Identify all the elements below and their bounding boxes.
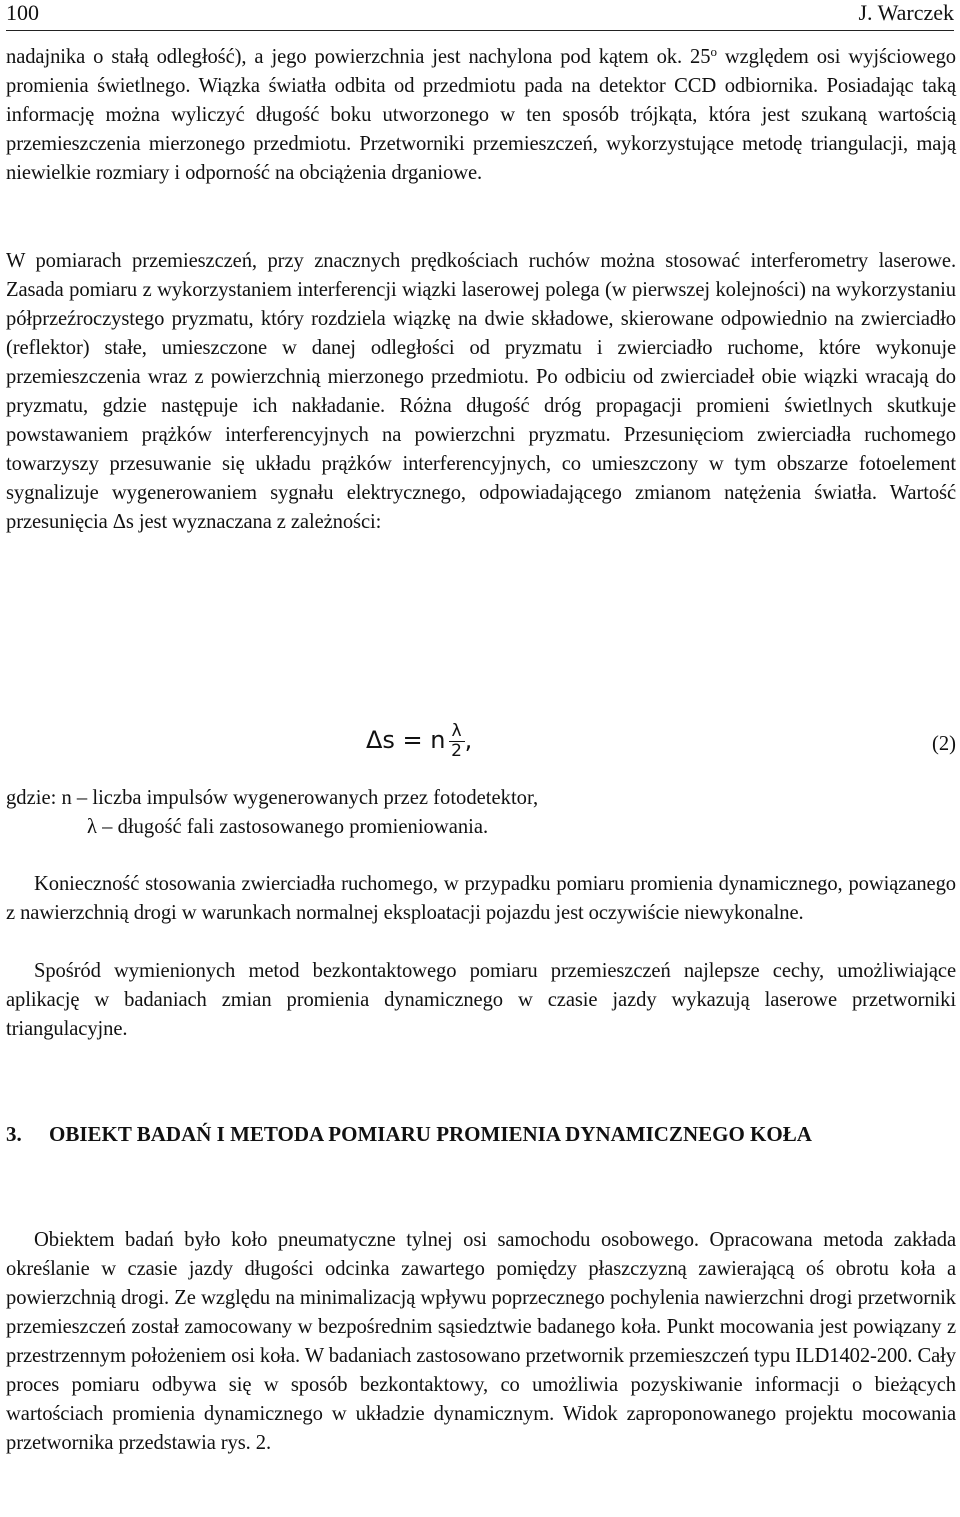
page-number: 100 xyxy=(6,0,39,25)
page-header xyxy=(6,0,954,31)
equation-2 xyxy=(366,720,472,761)
paragraph-methods: Spośród wymienionych metod bezkontaktowego pomiaru przemieszczeń najlepsze cechy, umożliwiające aplikację w badaniach zmian promienia dynamicznego w czasie jazdy wykazują laserowe przetworniki triangulacyjne. xyxy=(6,960,956,1040)
equation-comma: , xyxy=(464,726,473,754)
running-author: J. Warczek xyxy=(858,0,954,25)
paragraph-interferometry xyxy=(6,247,956,537)
section-title: OBIEKT BADAŃ I METODA POMIARU PROMIENIA DYNAMICZNEGO KOŁA xyxy=(49,1122,812,1146)
delta-s-symbol: Δs xyxy=(112,511,134,533)
paragraph-text: nadajnika o stałą odległość), a jego powierzchnia jest nachylona pod kątem ok. 25 xyxy=(6,46,711,68)
equation-number: (2) xyxy=(931,733,956,755)
paragraph-mirror: Konieczność stosowania zwierciadła ruchomego, w przypadku pomiaru promienia dynamicznego, powiązanego z nawierzchnią drogi w warunkach normalnej eksploatacji pojazdu jest oczywiście niewykonalne. xyxy=(6,873,956,924)
paragraph-object: Obiektem badań było koło pneumatyczne tylnej osi samochodu osobowego. Opracowana metoda zakłada określanie w czasie jazdy długości odcinka zawartego pomiędzy płaszczyzną zawierającą oś obrotu koła a powierzchnią drogi. Ze względu na minimalizacją wpływu poprzecznego pochylenia nawierzchni drogi przetwornik przemieszczeń został zamocowany w bezpośrednim sąsiedztwie badanego koła. Punkt mocowania jest powiązany z przestrzennym położeniem osi koła. W badaniach zastosowano przetwornik przemieszczeń typu ILD1402-200. Cały proces pomiaru odbywa się w sposób bezkontaktowy, co umożliwia pozyskiwanie informacji o bieżących wartościach promienia dynamicznego w układzie dynamicznym. Widok zaproponowanego projektu mocowania przetwornika przedstawia rys. 2. xyxy=(6,1229,956,1454)
legend-line-lambda: λ – długość fali zastosowanego promieniowania. xyxy=(87,816,489,838)
paragraph-text: W pomiarach przemieszczeń, przy znacznych prędkościach ruchów można stosować interferometry laserowe. Zasada pomiaru z wykorzystaniem interferencji wiązki laserowej polega (w pierwszej kolejności) na wykorzystaniu półprzeźroczystego pryzmatu, który rozdziela wiązkę na dwie składowe, skierowane odpowiednio na zwierciadło (reflektor) stałe, umieszczone w danej odległości od pryzmatu i zwierciadło ruchome, które wykonuje przemieszczenia wraz z powierzchnią mierzonego przedmiotu. Po odbiciu od zwierciadeł obie wiązki wracają do pryzmatu, gdzie następuje ich nakładanie. Różna długość dróg propagacji promieni świetlnych skutkuje powstawaniem prążków interferencyjnych na powierzchni pryzmatu. Przesunięciom zwierciadła ruchomego towarzyszy przesuwanie się układu prążków interferencyjnych, co umieszczony w tym obszarze fotoelement sygnalizuje wygenerowaniem sygnału elektrycznego, odpowiadającego zmianom natężenia światła. Wartość przesunięcia xyxy=(6,250,956,533)
paragraph-text: jest wyznaczana z zależności: xyxy=(133,511,382,533)
degree-superscript: o xyxy=(710,44,717,59)
legend-line-n: gdzie: n – liczba impulsów wygenerowanych przez fotodetektor, xyxy=(6,787,539,809)
equation-fraction xyxy=(449,722,465,761)
equation-lhs: Δs = n xyxy=(366,726,446,754)
section-number: 3. xyxy=(6,1122,22,1146)
fraction-denominator: 2 xyxy=(451,740,462,761)
fraction-numerator: λ xyxy=(449,722,465,742)
paragraph-triangulation xyxy=(6,43,956,188)
paragraph-text: względem osi wyjściowego promienia świetlnego. Wiązka światła odbita od przedmiotu pada na detektor CCD odbiornika. Posiadając taką informację można wyliczyć długość boku utworzonego w ten sposób trójkąta, która jest szukaną wartością przemieszczenia mierzonego przedmiotu. Przetworniki przemieszczeń, wykorzystujące metodę triangulacji, mają niewielkie rozmiary i odporność na obciążenia drganiowe. xyxy=(6,46,956,184)
